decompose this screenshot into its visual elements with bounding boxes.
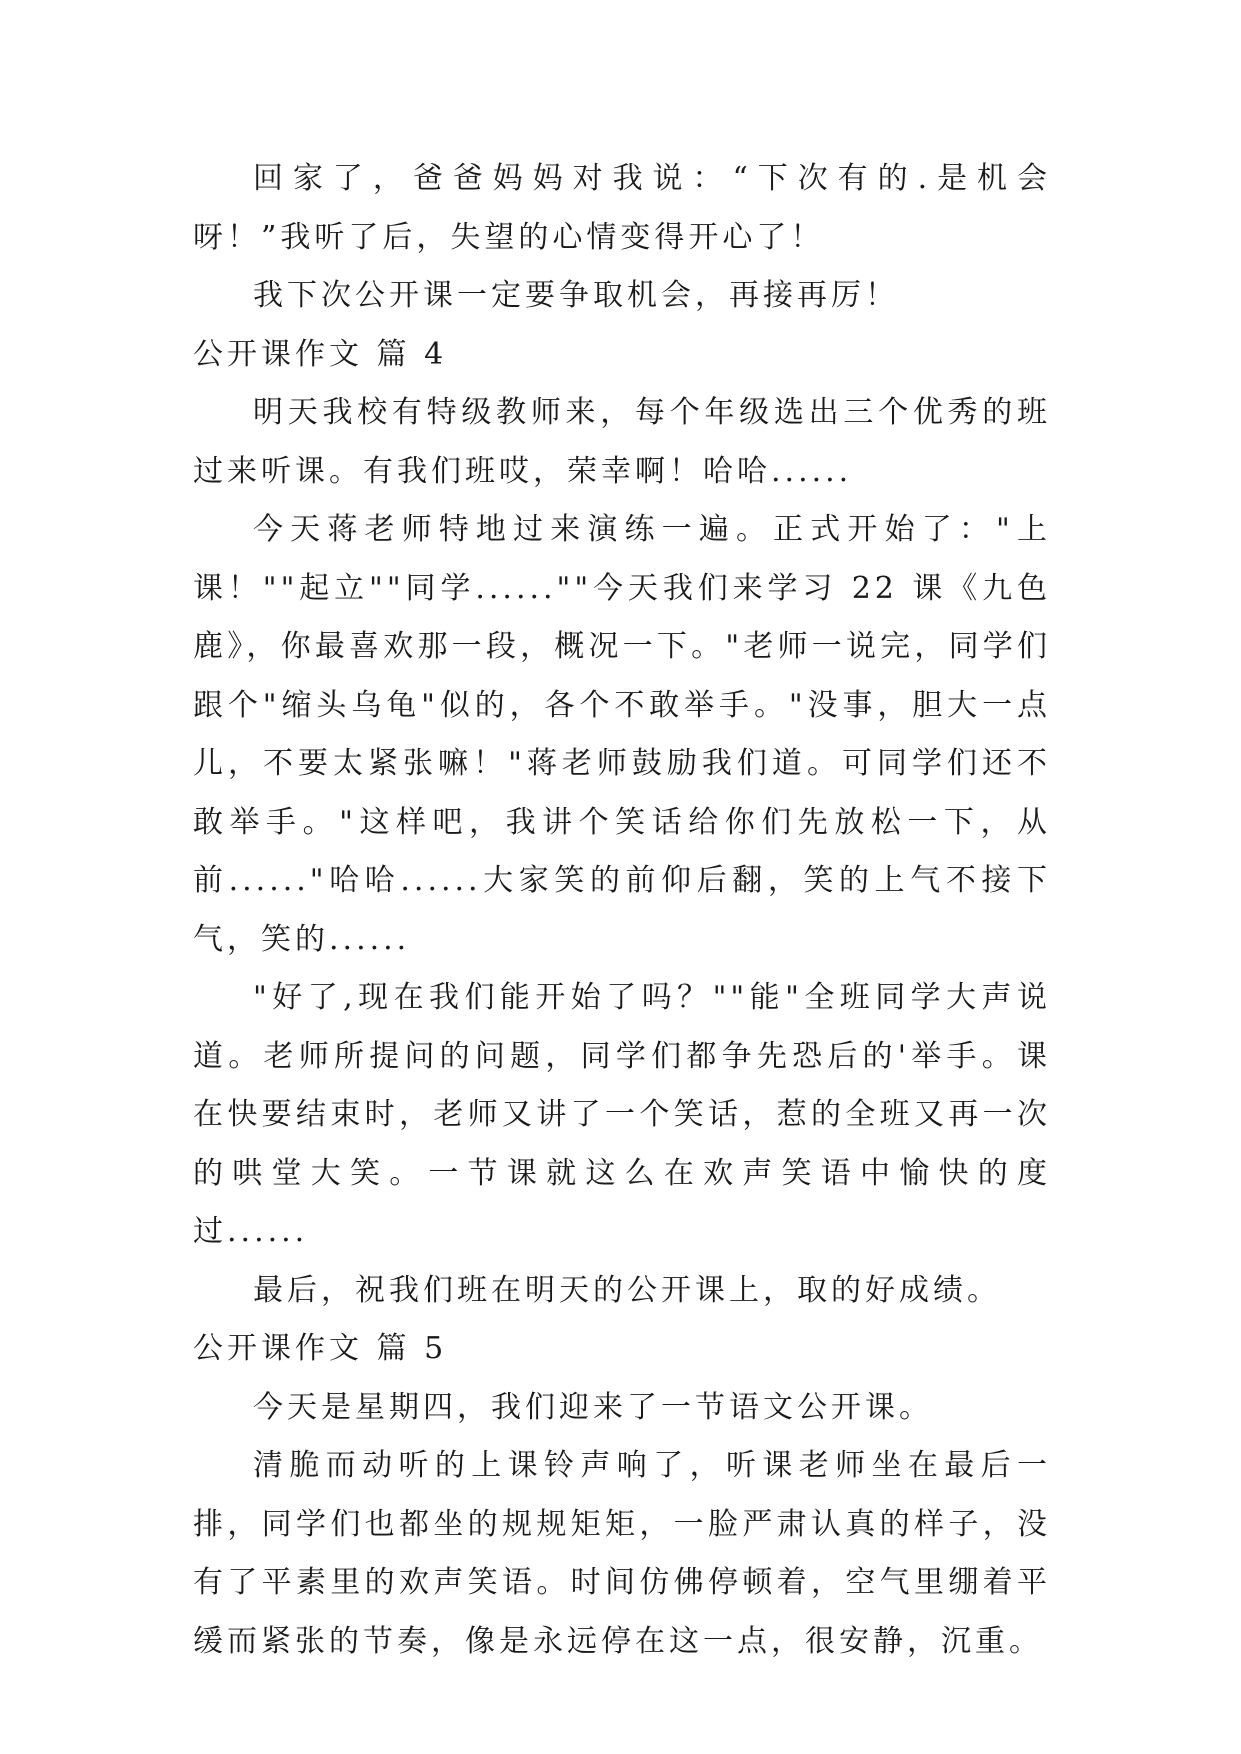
document-page — [193, 150, 1051, 1671]
paragraph: 今天蒋老师特地过来演练一遍。正式开始了："上课！""起立""同学......""今天我们来学习 22 课《九色鹿》，你最喜欢那一段，概况一下。"老师一说完，同学们跟个"缩头乌龟"似的，各个不敢举手。"没事，胆大一点儿，不要太紧张嘛！"蒋老师鼓励我们道。可同学们还不敢举手。"这样吧，我讲个笑话给你们先放松一下，从前......"哈哈......大家笑的前仰后翻，笑的上气不接下气，笑的...... — [193, 512, 1051, 957]
paragraph: 今天是星期四，我们迎来了一节语文公开课。 — [253, 1389, 933, 1425]
paragraph: 清脆而动听的上课铃声响了，听课老师坐在最后一排，同学们也都坐的规规矩矩，一脸严肃认真的样子，没有了平素里的欢声笑语。时间仿佛停顿着，空气里绷着平缓而紧张的节奏，像是永远停在这一点，很安静，沉重。 — [193, 1448, 1051, 1659]
paragraph: "好了,现在我们能开始了吗？""能"全班同学大声说道。老师所提问的问题，同学们都争先恐后的'举手。课在快要结束时，老师又讲了一个笑话，惹的全班又再一次的哄堂大笑。一节课就这么在欢声笑语中愉快的度过...... — [193, 980, 1051, 1249]
paragraph: 回家了，爸爸妈妈对我说：“下次有的.是机会呀！”我听了后，失望的心情变得开心了！ — [193, 161, 1051, 255]
section-heading: 公开课作文 篇 5 — [193, 1331, 448, 1366]
paragraph: 最后，祝我们班在明天的公开课上，取的好成绩。 — [253, 1272, 1001, 1308]
paragraph: 明天我校有特级教师来，每个年级选出三个优秀的班过来听课。有我们班哎，荣幸啊！哈哈...... — [193, 395, 1051, 489]
section-heading: 公开课作文 篇 4 — [193, 336, 448, 372]
paragraph: 我下次公开课一定要争取机会，再接再厉！ — [253, 278, 899, 313]
